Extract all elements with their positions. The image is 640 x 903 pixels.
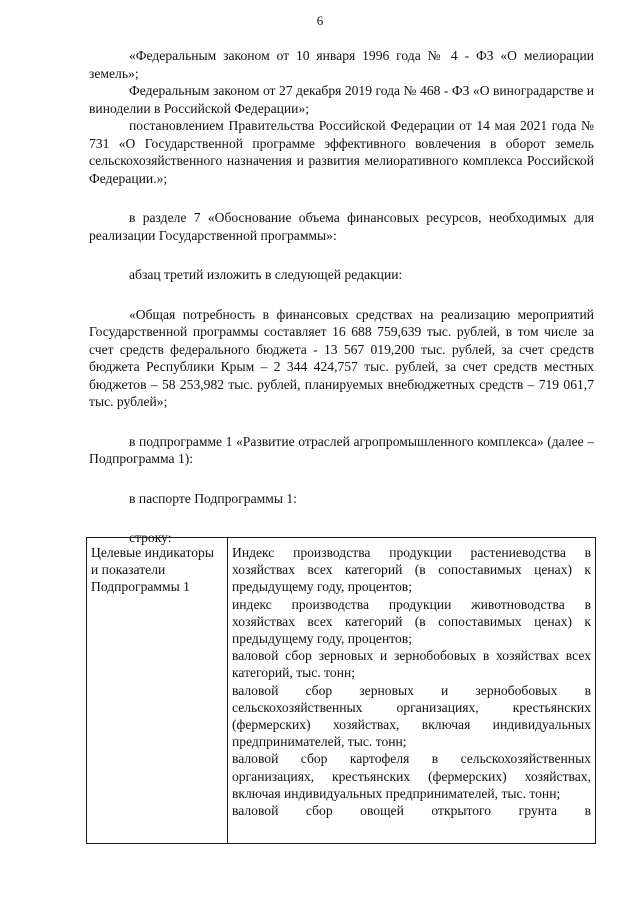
table-cell-label bbox=[87, 538, 228, 844]
indicator-item: валовой сбор зерновых и зернобобовых в хозяйствах всех категорий, тыс. тонн; bbox=[232, 648, 591, 681]
indicator-item: Индекс производства продукции растениеводства в хозяйствах всех категорий (в сопоставимых ценах) к предыдущему году, процентов; bbox=[232, 545, 591, 595]
paragraph-law-viticulture: Федеральным законом от 27 декабря 2019 года № 468 - ФЗ «О виноградарстве и виноделии в Российской Федерации»; bbox=[89, 83, 594, 116]
paragraph-section-7: в разделе 7 «Обоснование объема финансовых ресурсов, необходимых для реализации Государственной программы»: bbox=[89, 210, 594, 243]
indicator-item: валовой сбор зерновых и зернобобовых в сельскохозяйственных организациях, крестьянских (фермерских) хозяйствах, включая индивидуальных предпринимателей, тыс. тонн; bbox=[232, 682, 591, 750]
table-cell-indicators bbox=[228, 538, 596, 844]
page-number: 6 bbox=[316, 13, 324, 28]
paragraph-subprogram-1: в подпрограмме 1 «Развитие отраслей агропромышленного комплекса» (далее – Подпрограмма 1): bbox=[89, 433, 594, 466]
document-body bbox=[89, 47, 594, 547]
table-row bbox=[87, 538, 596, 844]
paragraph-financing: «Общая потребность в финансовых средствах на реализацию мероприятий Государственной программы составляет 16 688 759,639 тыс. рублей, в том числе за счет средств федерального бюджета - 13 567 019,200 тыс. рублей, за счет средств бюджета Республики Крым – 2 344 424,757 тыс. рублей, за счет средств местных бюджетов – 58 253,982 тыс. рублей, планируемых внебюджетных средств – 719 061,7 тыс. рублей»; bbox=[89, 306, 594, 409]
paragraph-government-decree: постановлением Правительства Российской Федерации от 14 мая 2021 года № 731 «О Государственной программе эффективного вовлечения в оборот земель сельскохозяйственного назначения и развития мелиоративного комплекса Российской Федерации.»; bbox=[89, 118, 594, 186]
indicator-item: валовой сбор картофеля в сельскохозяйственных организациях, крестьянских (фермерских) хозяйствах, включая индивидуальных предпринимателей, тыс. тонн; bbox=[232, 751, 591, 801]
paragraph-abzac-third: абзац третий изложить в следующей редакции: bbox=[129, 267, 403, 282]
indicator-item: валовой сбор овощей открытого грунта в bbox=[232, 803, 591, 819]
indicators-table bbox=[86, 537, 596, 844]
paragraph-passport: в паспорте Подпрограммы 1: bbox=[129, 490, 297, 506]
indicators-label: Целевые индикаторы и показатели Подпрограммы 1 bbox=[91, 545, 214, 595]
indicator-item: индекс производства продукции животноводства в хозяйствах всех категорий (в сопоставимых ценах) к предыдущему году, процентов; bbox=[232, 596, 591, 647]
paragraph-law-melioration: «Федеральным законом от 10 января 1996 года № 4 - ФЗ «О мелиорации земель»; bbox=[89, 48, 594, 81]
paragraph-row: строку: bbox=[129, 530, 172, 545]
